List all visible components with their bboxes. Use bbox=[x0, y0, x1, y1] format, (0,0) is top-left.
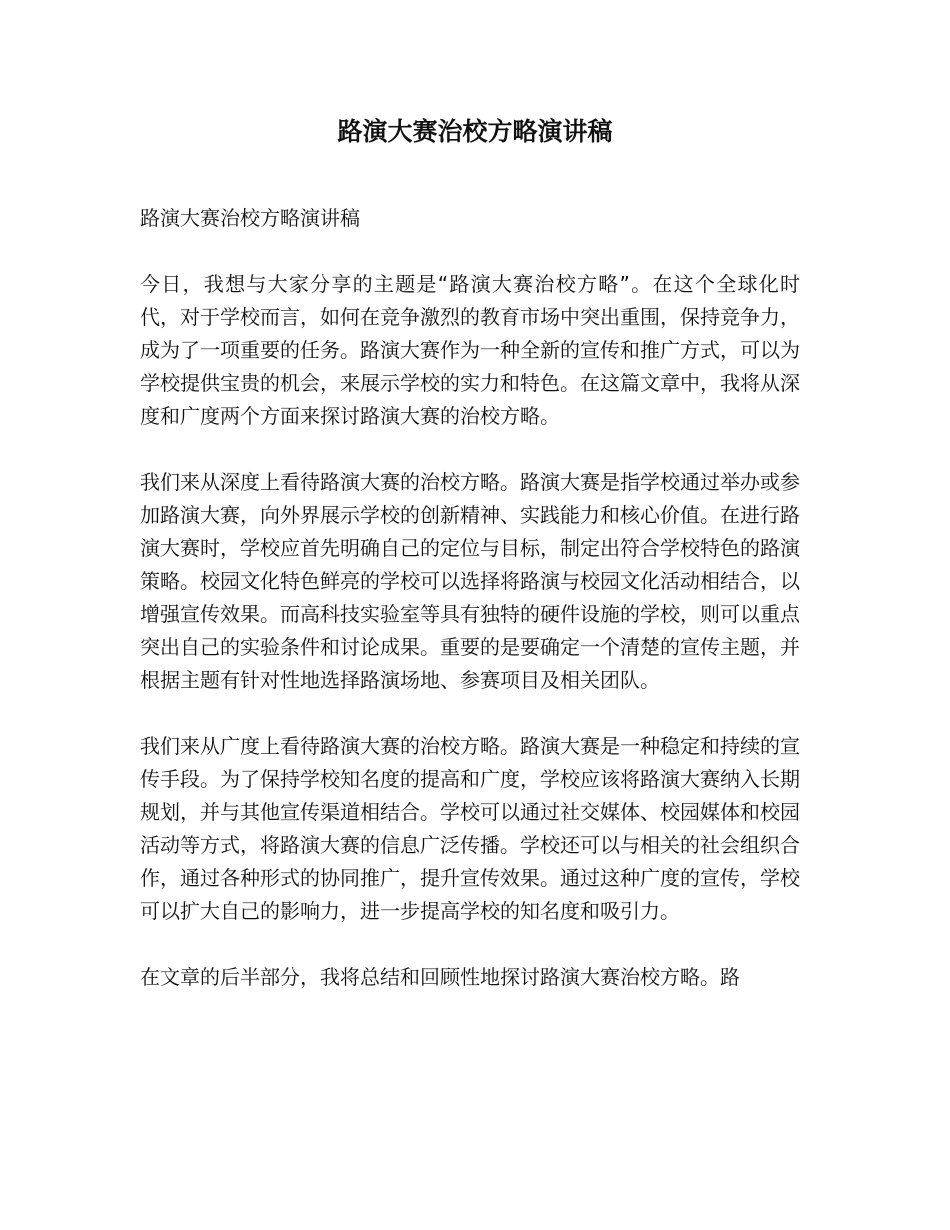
paragraph-depth: 我们来从深度上看待路演大赛的治校方略。路演大赛是指学校通过举办或参加路演大赛，向外界展示学校的创新精神、实践能力和核心价值。在进行路演大赛时，学校应首先明确自己的定位与目标，制定出符合学校特色的路演策略。校园文化特色鲜亮的学校可以选择将路演与校园文化活动相结合，以增强宣传效果。而高科技实验室等具有独特的硬件设施的学校，则可以重点突出自己的实验条件和讨论成果。重要的是要确定一个清楚的宣传主题，并根据主题有针对性地选择路演场地、参赛项目及相关团队。 bbox=[140, 470, 800, 692]
document-subtitle: 路演大赛治校方略演讲稿 bbox=[140, 206, 360, 230]
paragraph-breadth: 我们来从广度上看待路演大赛的治校方略。路演大赛是一种稳定和持续的宣传手段。为了保持学校知名度的提高和广度，学校应该将路演大赛纳入长期规划，并与其他宣传渠道相结合。学校可以通过社交媒体、校园媒体和校园活动等方式，将路演大赛的信息广泛传播。学校还可以与相关的社会组织合作，通过各种形式的协同推广，提升宣传效果。通过这种广度的宣传，学校可以扩大自己的影响力，进一步提高学校的知名度和吸引力。 bbox=[140, 734, 800, 923]
document-body bbox=[140, 202, 800, 1027]
paragraph-intro: 今日，我想与大家分享的主题是“路演大赛治校方略”。在这个全球化时代，对于学校而言，如何在竞争激烈的教育市场中突出重围，保持竞争力，成为了一项重要的任务。路演大赛作为一种全新的宣传和推广方式，可以为学校提供宝贵的机会，来展示学校的实力和特色。在这篇文章中，我将从深度和广度两个方面来探讨路演大赛的治校方略。 bbox=[140, 272, 800, 428]
document-title: 路演大赛治校方略演讲稿 bbox=[337, 117, 613, 146]
paragraph-summary: 在文章的后半部分，我将总结和回顾性地探讨路演大赛治校方略。路 bbox=[140, 965, 740, 989]
